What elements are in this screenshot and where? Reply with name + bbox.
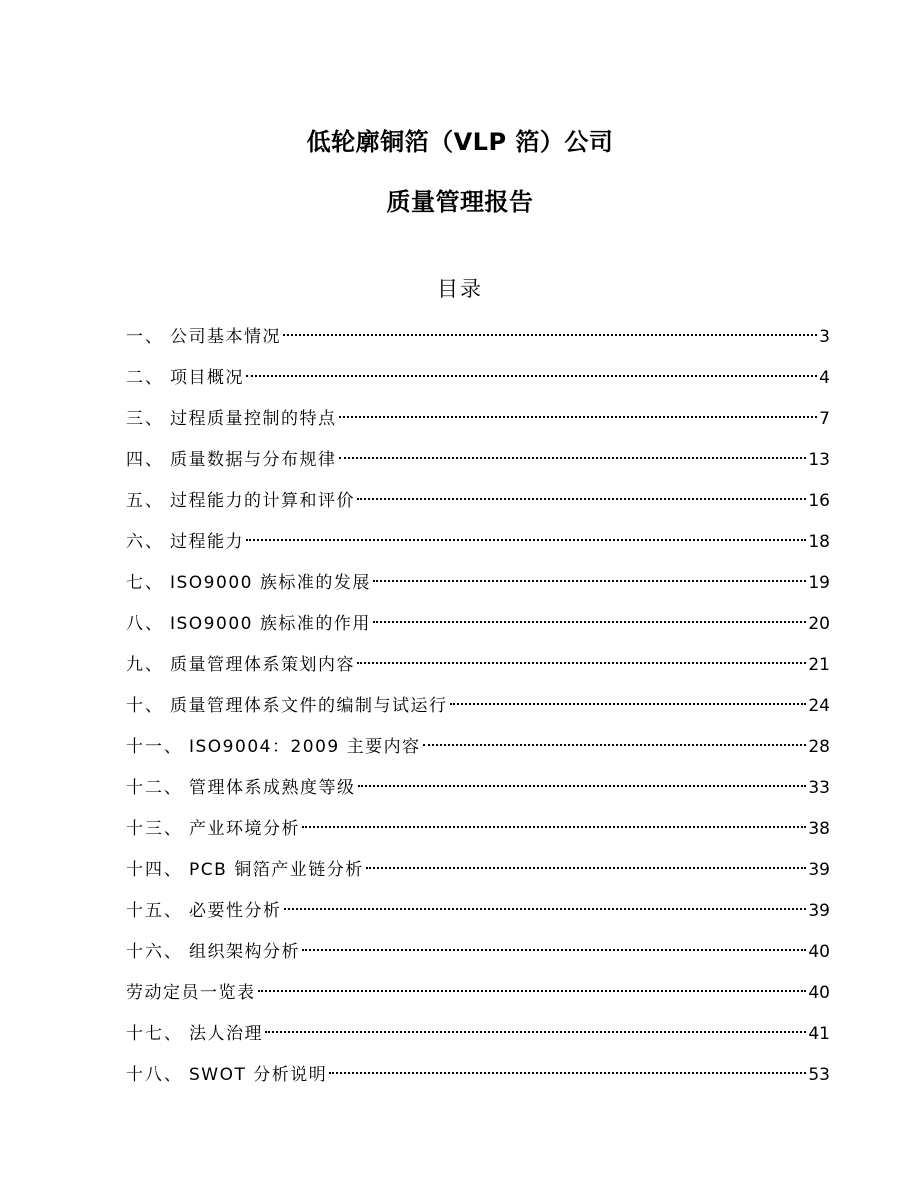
toc-entry-page: 13 bbox=[808, 450, 830, 470]
toc-entry-page: 33 bbox=[808, 778, 830, 798]
toc-entry-page: 21 bbox=[808, 655, 830, 675]
toc-entry[interactable] bbox=[126, 731, 830, 772]
toc-heading: 目录 bbox=[437, 277, 483, 301]
toc-entry-page: 4 bbox=[819, 368, 830, 388]
toc-dot-leader bbox=[423, 744, 807, 746]
toc-entry-page: 38 bbox=[808, 819, 830, 839]
toc-entry-number: 十五、 bbox=[126, 901, 183, 921]
toc-entry-page: 3 bbox=[819, 327, 830, 347]
toc-entry-number: 八、 bbox=[126, 614, 164, 634]
toc-entry-number: 十七、 bbox=[126, 1024, 183, 1044]
toc-entry-number: 十四、 bbox=[126, 860, 183, 880]
toc-dot-leader bbox=[258, 990, 807, 992]
toc-entry-page: 40 bbox=[808, 983, 830, 1003]
toc-entry[interactable] bbox=[126, 444, 830, 485]
toc-entry[interactable] bbox=[126, 813, 830, 854]
toc-entry[interactable] bbox=[126, 1059, 830, 1100]
toc-entry[interactable] bbox=[126, 608, 830, 649]
toc-dot-leader bbox=[283, 334, 817, 336]
toc-entry-page: 41 bbox=[808, 1024, 830, 1044]
toc-entry[interactable] bbox=[126, 526, 830, 567]
toc-dot-leader bbox=[358, 785, 807, 787]
toc-entry[interactable] bbox=[126, 321, 830, 362]
toc-entry-label: 质量数据与分布规律 bbox=[170, 450, 337, 470]
toc-entry-page: 39 bbox=[808, 860, 830, 880]
toc-entry-number: 十、 bbox=[126, 696, 164, 716]
toc-entry-label: PCB 铜箔产业链分析 bbox=[189, 860, 364, 880]
toc-entry[interactable] bbox=[126, 772, 830, 813]
toc-dot-leader bbox=[373, 621, 807, 623]
toc-entry-label: 管理体系成熟度等级 bbox=[189, 778, 356, 798]
toc-entry-label: 必要性分析 bbox=[189, 901, 282, 921]
toc-entry[interactable] bbox=[126, 567, 830, 608]
toc-entry-number: 十三、 bbox=[126, 819, 183, 839]
toc-entry[interactable] bbox=[126, 1018, 830, 1059]
toc-dot-leader bbox=[302, 949, 806, 951]
toc-entry-label: 质量管理体系策划内容 bbox=[170, 655, 355, 675]
toc-dot-leader bbox=[339, 457, 807, 459]
toc-entry-label: ISO9000 族标准的作用 bbox=[170, 614, 371, 634]
table-of-contents bbox=[126, 321, 830, 1100]
document-subtitle: 质量管理报告 bbox=[386, 188, 534, 216]
toc-dot-leader bbox=[265, 1031, 806, 1033]
toc-entry-page: 39 bbox=[808, 901, 830, 921]
toc-entry-page: 53 bbox=[808, 1065, 830, 1085]
toc-entry-label: ISO9004：2009 主要内容 bbox=[189, 737, 421, 757]
toc-entry[interactable] bbox=[126, 485, 830, 526]
toc-entry[interactable] bbox=[126, 649, 830, 690]
toc-dot-leader bbox=[357, 498, 806, 500]
toc-entry[interactable] bbox=[126, 895, 830, 936]
toc-entry-number: 七、 bbox=[126, 573, 164, 593]
toc-entry-page: 18 bbox=[808, 532, 830, 552]
toc-entry-page: 16 bbox=[808, 491, 830, 511]
toc-dot-leader bbox=[366, 867, 807, 869]
toc-entry-number: 十一、 bbox=[126, 737, 183, 757]
toc-entry-label: 法人治理 bbox=[189, 1024, 263, 1044]
toc-dot-leader bbox=[357, 662, 806, 664]
toc-dot-leader bbox=[246, 539, 806, 541]
toc-dot-leader bbox=[339, 416, 818, 418]
toc-entry-number: 一、 bbox=[126, 327, 164, 347]
toc-entry-label: 质量管理体系文件的编制与试运行 bbox=[170, 696, 448, 716]
toc-dot-leader bbox=[284, 908, 807, 910]
toc-entry-label: 产业环境分析 bbox=[189, 819, 300, 839]
toc-entry-number: 三、 bbox=[126, 409, 164, 429]
toc-entry-number: 四、 bbox=[126, 450, 164, 470]
toc-entry-page: 28 bbox=[808, 737, 830, 757]
toc-dot-leader bbox=[450, 703, 807, 705]
toc-entry[interactable] bbox=[126, 936, 830, 977]
toc-entry[interactable] bbox=[126, 362, 830, 403]
toc-entry-number: 二、 bbox=[126, 368, 164, 388]
toc-entry-page: 7 bbox=[819, 409, 830, 429]
toc-dot-leader bbox=[329, 1072, 806, 1074]
toc-entry-page: 40 bbox=[808, 942, 830, 962]
toc-entry[interactable] bbox=[126, 690, 830, 731]
toc-entry-page: 19 bbox=[808, 573, 830, 593]
toc-entry-label: SWOT 分析说明 bbox=[189, 1065, 328, 1085]
toc-dot-leader bbox=[373, 580, 807, 582]
toc-entry[interactable] bbox=[126, 403, 830, 444]
toc-dot-leader bbox=[246, 375, 817, 377]
toc-entry-number: 十六、 bbox=[126, 942, 183, 962]
toc-entry-label: 过程能力 bbox=[170, 532, 244, 552]
toc-dot-leader bbox=[302, 826, 806, 828]
toc-entry-label: 过程能力的计算和评价 bbox=[170, 491, 355, 511]
toc-entry-label: 过程质量控制的特点 bbox=[170, 409, 337, 429]
toc-entry-label: 项目概况 bbox=[170, 368, 244, 388]
toc-entry[interactable] bbox=[126, 854, 830, 895]
toc-entry-number: 六、 bbox=[126, 532, 164, 552]
toc-entry-label: ISO9000 族标准的发展 bbox=[170, 573, 371, 593]
toc-entry-page: 24 bbox=[808, 696, 830, 716]
toc-entry-number: 十二、 bbox=[126, 778, 183, 798]
toc-entry-page: 20 bbox=[808, 614, 830, 634]
toc-entry[interactable] bbox=[126, 977, 830, 1018]
toc-entry-number: 五、 bbox=[126, 491, 164, 511]
toc-entry-label: 公司基本情况 bbox=[170, 327, 281, 347]
toc-entry-number: 十八、 bbox=[126, 1065, 183, 1085]
toc-entry-number: 九、 bbox=[126, 655, 164, 675]
toc-entry-label: 劳动定员一览表 bbox=[126, 983, 256, 1003]
document-title: 低轮廓铜箔（VLP 箔）公司 bbox=[306, 128, 614, 156]
toc-entry-label: 组织架构分析 bbox=[189, 942, 300, 962]
